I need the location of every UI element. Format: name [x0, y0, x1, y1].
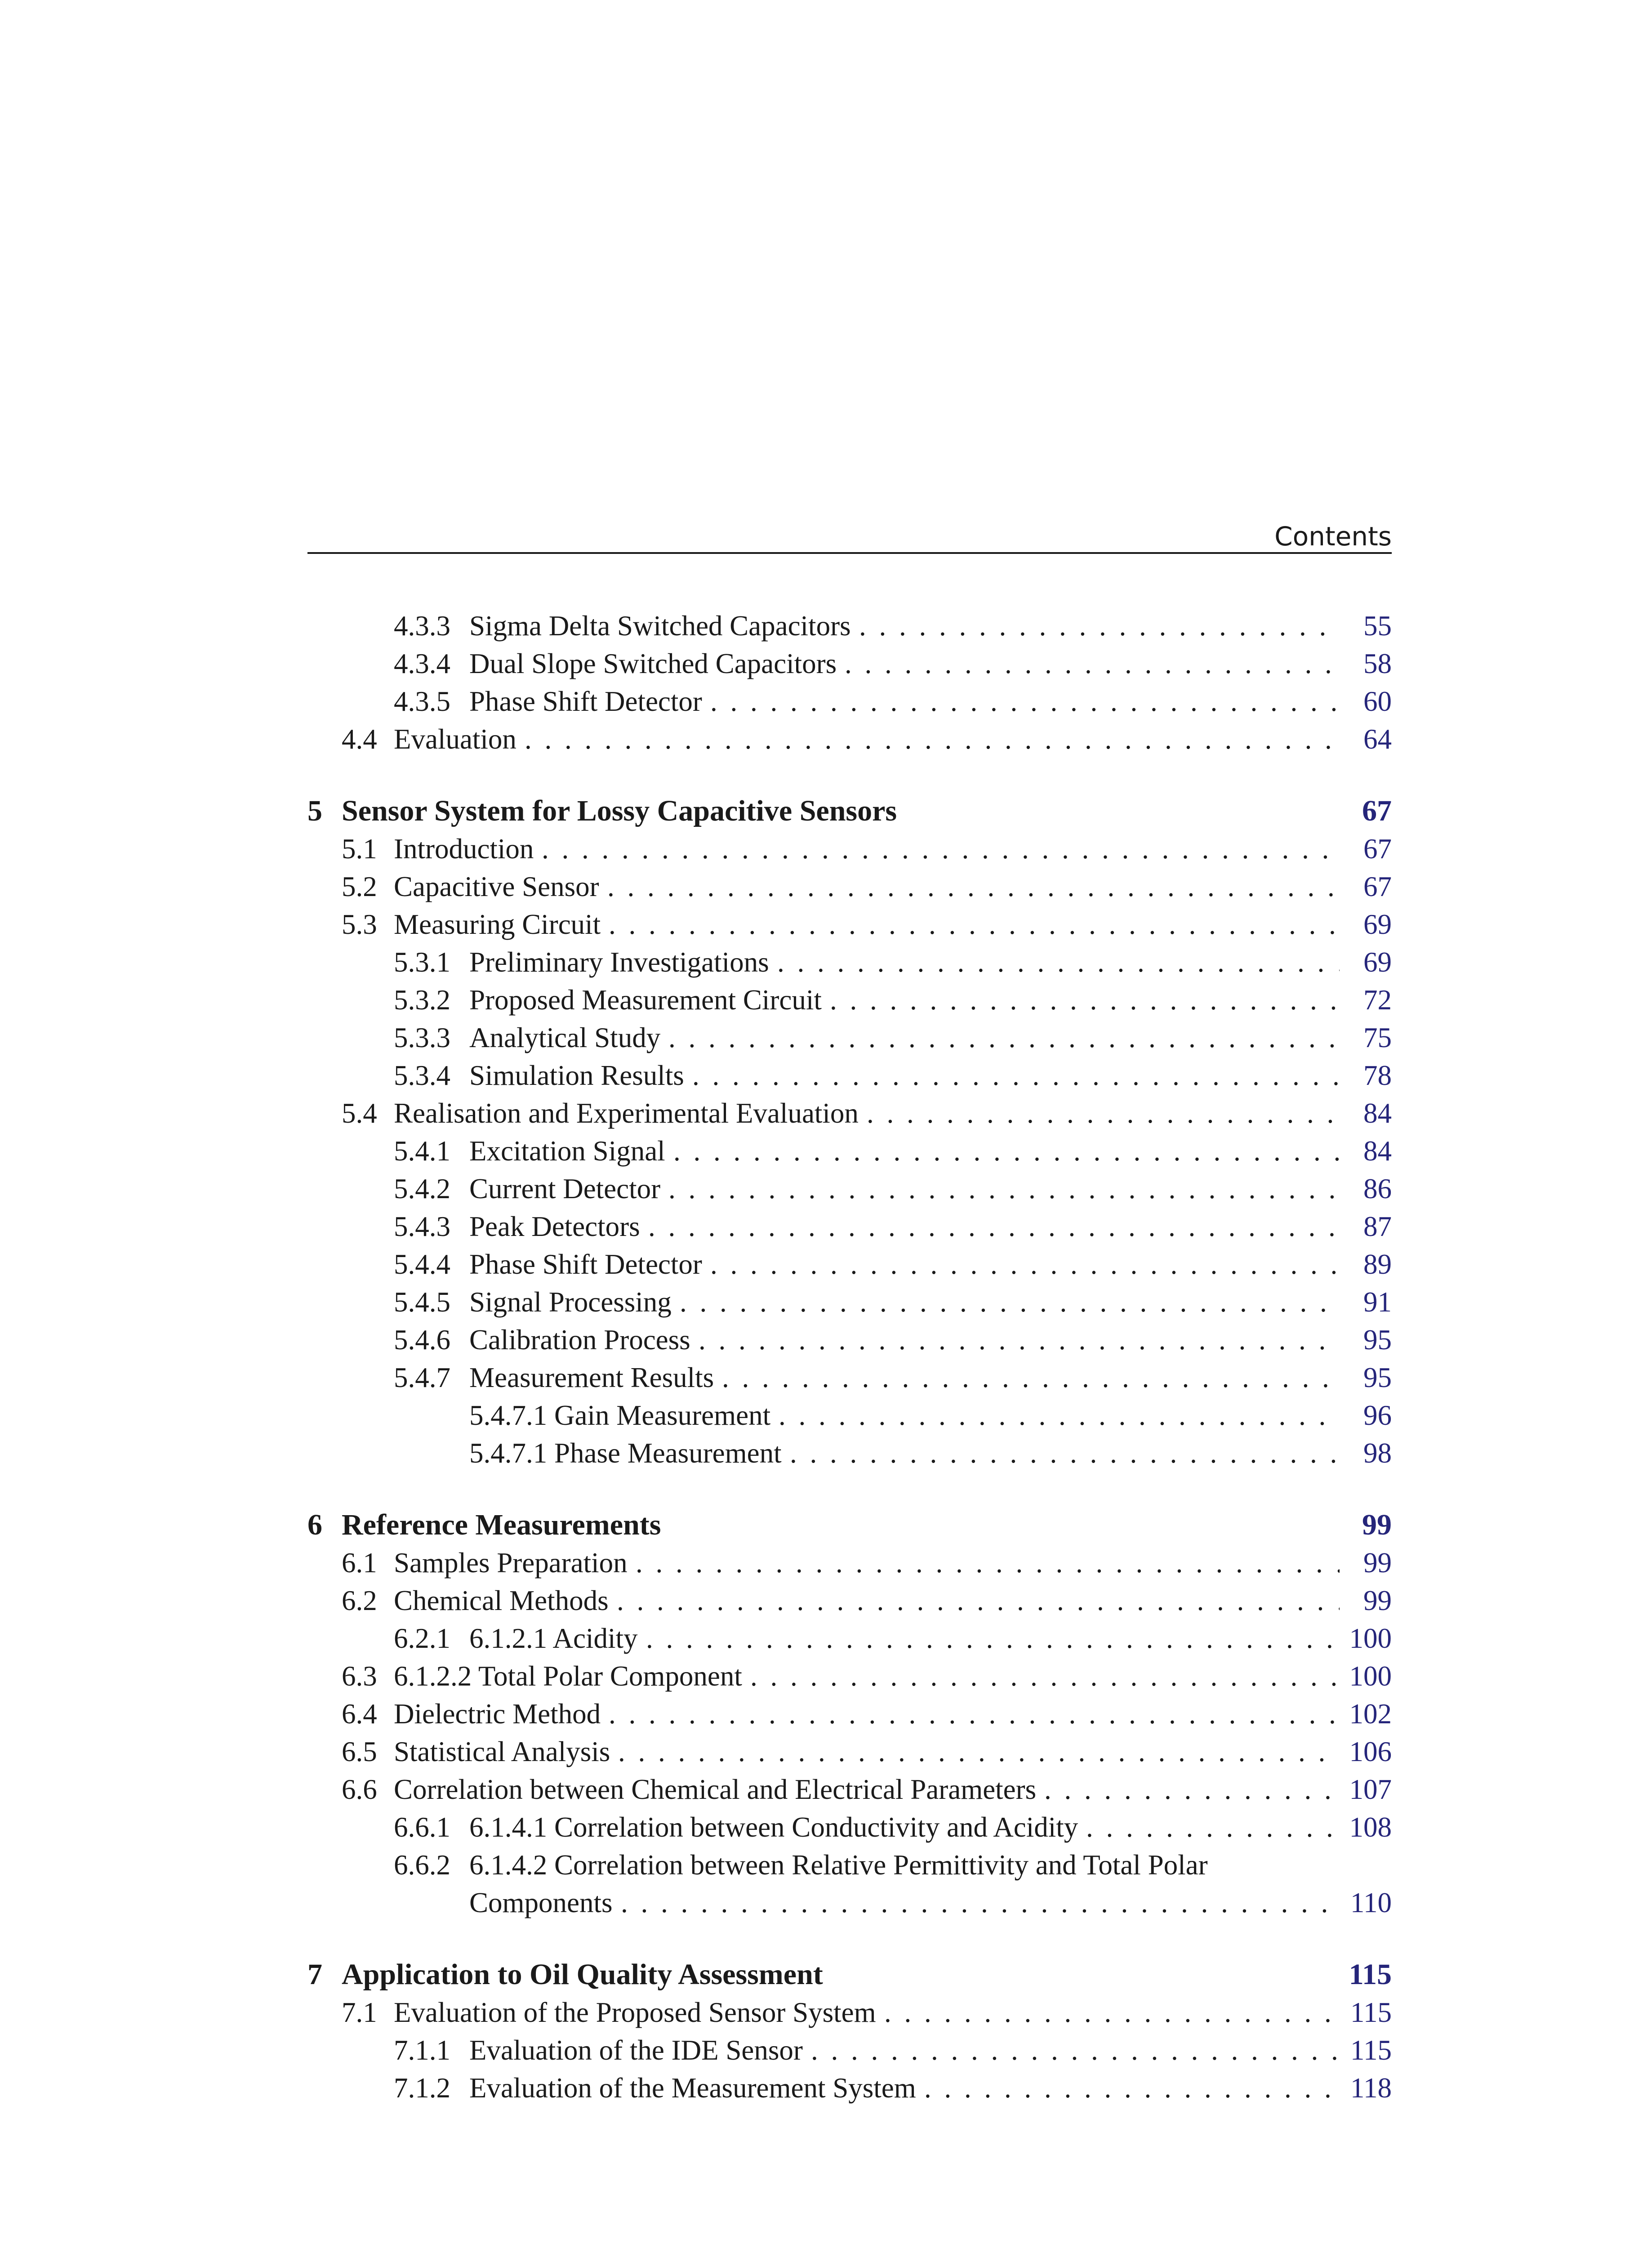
- toc-page-number[interactable]: 72: [1363, 984, 1392, 1016]
- toc-entry-number: 5.3: [342, 909, 377, 940]
- toc-entry[interactable]: [307, 1359, 1392, 1396]
- toc-entry[interactable]: [307, 1094, 1392, 1132]
- toc-page-number[interactable]: 99: [1363, 1547, 1392, 1579]
- toc-entry[interactable]: [307, 981, 1392, 1019]
- toc-leader-dots: [830, 981, 1340, 1019]
- toc-entry-title: 6.1.2.2 Total Polar Component: [394, 1657, 750, 1695]
- toc-entry-number: 5.3.4: [394, 1060, 450, 1091]
- toc-entry[interactable]: [307, 1846, 1392, 1884]
- toc-entry-title: Reference Measurements: [342, 1506, 669, 1544]
- toc-entry[interactable]: [307, 868, 1392, 905]
- toc-entry[interactable]: [307, 1283, 1392, 1321]
- toc-leader-dots: [710, 1245, 1340, 1283]
- toc-leader-dots: [867, 1094, 1340, 1132]
- toc-page-number[interactable]: 67: [1363, 871, 1392, 902]
- running-header: [307, 504, 1392, 552]
- toc-entry-number: 6.6: [342, 1774, 377, 1805]
- toc-entry-title: Application to Oil Quality Assessment: [342, 1956, 831, 1994]
- toc-leader-dots: [609, 905, 1340, 943]
- toc-leader-dots: [845, 645, 1340, 682]
- toc-leader-dots: [621, 1884, 1340, 1922]
- toc-entry[interactable]: [307, 1396, 1392, 1434]
- toc-entry[interactable]: [307, 645, 1392, 682]
- toc-entry-number: 6.1: [342, 1547, 377, 1579]
- toc-page-number[interactable]: 102: [1349, 1698, 1392, 1730]
- toc-entry[interactable]: [307, 1619, 1392, 1657]
- toc-page-number[interactable]: 115: [1349, 1958, 1392, 1991]
- toc-entry[interactable]: [307, 1771, 1392, 1808]
- toc-entry[interactable]: [307, 1170, 1392, 1208]
- toc-entry[interactable]: [307, 1434, 1392, 1472]
- toc-page-number[interactable]: 100: [1349, 1623, 1392, 1654]
- toc-leader-dots: [884, 1994, 1340, 2031]
- toc-page-number[interactable]: 95: [1363, 1362, 1392, 1393]
- toc-entry-number: 7.1.2: [394, 2072, 450, 2104]
- toc-entry-number: 5.4.4: [394, 1249, 450, 1280]
- toc-page-number[interactable]: 91: [1363, 1286, 1392, 1318]
- toc-entry[interactable]: [307, 830, 1392, 868]
- toc-entry-number: 5.4.6: [394, 1324, 450, 1356]
- toc-entry[interactable]: [307, 1657, 1392, 1695]
- toc-page-number[interactable]: 67: [1363, 833, 1392, 865]
- toc-leader-dots: [668, 1019, 1340, 1057]
- toc-leader-dots: [646, 1619, 1340, 1657]
- toc-entry-number: 6.2: [342, 1585, 377, 1616]
- toc-entry-number: 5.3.1: [394, 946, 450, 978]
- toc-leader-dots: [859, 607, 1340, 645]
- toc-leader-dots: [542, 830, 1340, 868]
- toc-page-number[interactable]: 86: [1363, 1173, 1392, 1204]
- toc-leader-dots: [790, 1434, 1340, 1472]
- toc-entry-title: Evaluation of the IDE Sensor: [469, 2031, 811, 2069]
- toc-entry-title: Measuring Circuit: [394, 905, 609, 943]
- toc-page-number[interactable]: 99: [1362, 1508, 1392, 1541]
- toc-entry-number: 5.4: [342, 1097, 377, 1129]
- toc-entry-number: 7: [307, 1958, 322, 1991]
- toc-page-number[interactable]: 75: [1363, 1022, 1392, 1053]
- toc-entry[interactable]: [307, 1245, 1392, 1283]
- toc-entry-title: Realisation and Experimental Evaluation: [394, 1094, 867, 1132]
- toc-entry-number: 6.5: [342, 1736, 377, 1767]
- toc-chapter-entry[interactable]: [307, 1956, 1392, 1994]
- toc-entry-number: 6.4: [342, 1698, 377, 1730]
- toc-entry-title: Excitation Signal: [469, 1132, 673, 1170]
- toc-page-number[interactable]: 69: [1363, 946, 1392, 978]
- toc-entry[interactable]: [307, 1019, 1392, 1057]
- toc-entry[interactable]: [307, 943, 1392, 981]
- toc-leader-dots: [750, 1657, 1340, 1695]
- toc-leader-dots: [811, 2031, 1340, 2069]
- toc-page-number[interactable]: 99: [1363, 1585, 1392, 1616]
- toc-entry[interactable]: [307, 1733, 1392, 1771]
- toc-page-number[interactable]: 108: [1349, 1811, 1392, 1843]
- toc-entry-title: Samples Preparation: [394, 1544, 636, 1582]
- toc-entry-title: Dielectric Method: [394, 1695, 609, 1733]
- toc-page-number[interactable]: 98: [1363, 1437, 1392, 1469]
- toc-page-number[interactable]: 100: [1349, 1660, 1392, 1692]
- toc-entry-number: 6.3: [342, 1660, 377, 1692]
- toc-leader-dots: [699, 1321, 1340, 1359]
- toc-entry-title: Phase Shift Detector: [469, 682, 710, 720]
- toc-entry-number: 6: [307, 1508, 322, 1541]
- toc-page-number[interactable]: 95: [1363, 1324, 1392, 1356]
- toc-entry-title: Proposed Measurement Circuit: [469, 981, 830, 1019]
- running-title: Contents: [1274, 521, 1392, 552]
- toc-entry-title: Evaluation of the Measurement System: [469, 2069, 924, 2107]
- toc-page-number[interactable]: 89: [1363, 1249, 1392, 1280]
- toc-entry-number: 5.4.2: [394, 1173, 450, 1204]
- toc-entry-title: Analytical Study: [469, 1019, 668, 1057]
- toc-entry-title: 5.4.7.1 Phase Measurement: [469, 1434, 790, 1472]
- toc-entry[interactable]: [307, 1808, 1392, 1846]
- toc-entry-number: 4.3.3: [394, 610, 450, 642]
- toc-page-number[interactable]: 115: [1350, 2034, 1392, 2066]
- toc-entry-title: 6.1.4.1 Correlation between Conductivity and Acidity: [469, 1808, 1086, 1846]
- toc-chapter-entry[interactable]: [307, 1506, 1392, 1544]
- toc-chapter-entry[interactable]: [307, 792, 1392, 830]
- toc-page-number[interactable]: 96: [1363, 1400, 1392, 1431]
- toc-page-number[interactable]: 67: [1362, 794, 1392, 827]
- toc-entry[interactable]: [307, 1994, 1392, 2031]
- toc-entry-title: Calibration Process: [469, 1321, 699, 1359]
- toc-entry-title: Chemical Methods: [394, 1582, 617, 1619]
- toc-entry-title: 5.4.7.1 Gain Measurement: [469, 1396, 779, 1434]
- toc-leader-dots: [668, 1170, 1340, 1208]
- table-of-contents: [307, 607, 1392, 2107]
- toc-entry[interactable]: [307, 905, 1392, 943]
- toc-leader-dots: [525, 720, 1340, 758]
- toc-leader-dots: [692, 1057, 1340, 1094]
- toc-entry-title: Capacitive Sensor: [394, 868, 607, 905]
- toc-entry-title: Evaluation: [394, 720, 525, 758]
- toc-entry-number: 5.4.7: [394, 1362, 450, 1393]
- toc-leader-dots: [636, 1544, 1340, 1582]
- toc-page-number[interactable]: 110: [1350, 1887, 1392, 1918]
- toc-leader-dots: [1044, 1771, 1340, 1808]
- toc-entry-title: Introduction: [394, 830, 542, 868]
- toc-page-number[interactable]: 64: [1363, 723, 1392, 755]
- toc-leader-dots: [777, 943, 1340, 981]
- toc-page-number[interactable]: 84: [1363, 1135, 1392, 1167]
- toc-entry[interactable]: [307, 720, 1392, 758]
- toc-entry[interactable]: [307, 2069, 1392, 2107]
- toc-entry[interactable]: [307, 1582, 1392, 1619]
- toc-entry-number: 7.1.1: [394, 2034, 450, 2066]
- toc-entry-number: 6.2.1: [394, 1623, 450, 1654]
- toc-page-number[interactable]: 69: [1363, 909, 1392, 940]
- toc-leader-dots: [618, 1733, 1340, 1771]
- toc-entry-title: Sigma Delta Switched Capacitors: [469, 607, 859, 645]
- toc-entry[interactable]: [307, 1132, 1392, 1170]
- toc-page-number[interactable]: 118: [1350, 2072, 1392, 2104]
- toc-entry-title: 6.1.4.2 Correlation between Relative Permittivity and Total Polar: [469, 1846, 1216, 1884]
- toc-entry-title: Signal Processing: [469, 1283, 680, 1321]
- toc-page-number[interactable]: 60: [1363, 686, 1392, 717]
- toc-entry-number: 5.4.1: [394, 1135, 450, 1167]
- toc-entry-number: 5.1: [342, 833, 377, 865]
- toc-entry-title: Dual Slope Switched Capacitors: [469, 645, 845, 682]
- toc-entry[interactable]: [307, 607, 1392, 645]
- toc-entry-title: Statistical Analysis: [394, 1733, 618, 1771]
- toc-entry-number: 4.4: [342, 723, 377, 755]
- toc-leader-dots: [722, 1359, 1340, 1396]
- toc-leader-dots: [617, 1582, 1340, 1619]
- toc-entry-title: Phase Shift Detector: [469, 1245, 710, 1283]
- toc-entry-number: 5.3.3: [394, 1022, 450, 1053]
- toc-entry-number: 6.6.1: [394, 1811, 450, 1843]
- toc-entry-title: Correlation between Chemical and Electrical Parameters: [394, 1771, 1044, 1808]
- toc-entry[interactable]: [307, 1321, 1392, 1359]
- toc-entry[interactable]: [307, 1695, 1392, 1733]
- toc-entry[interactable]: [307, 682, 1392, 720]
- toc-page-number[interactable]: 107: [1349, 1774, 1392, 1805]
- toc-page-number[interactable]: 55: [1363, 610, 1392, 642]
- toc-leader-dots: [924, 2069, 1340, 2107]
- toc-entry[interactable]: [307, 2031, 1392, 2069]
- toc-entry-title: Preliminary Investigations: [469, 943, 777, 981]
- toc-entry[interactable]: [307, 1544, 1392, 1582]
- toc-entry-number: 4.3.4: [394, 648, 450, 679]
- toc-leader-dots: [607, 868, 1340, 905]
- toc-entry-title: Evaluation of the Proposed Sensor System: [394, 1994, 884, 2031]
- toc-entry-number: 5.4.3: [394, 1211, 450, 1242]
- toc-entry-title: Current Detector: [469, 1170, 668, 1208]
- header-rule: [307, 552, 1392, 554]
- toc-entry-number: 5: [307, 794, 322, 827]
- toc-entry-number: 5.3.2: [394, 984, 450, 1016]
- toc-entry-number: 4.3.5: [394, 686, 450, 717]
- toc-entry-number: 7.1: [342, 1997, 377, 2028]
- toc-page-number[interactable]: 78: [1363, 1060, 1392, 1091]
- toc-entry-title: 6.1.2.1 Acidity: [469, 1619, 646, 1657]
- toc-leader-dots: [779, 1396, 1340, 1434]
- toc-page-number[interactable]: 106: [1349, 1736, 1392, 1767]
- toc-entry-title: Components: [469, 1884, 621, 1922]
- toc-entry-number: 5.2: [342, 871, 377, 902]
- toc-entry-title: Measurement Results: [469, 1359, 722, 1396]
- toc-page-number[interactable]: 58: [1363, 648, 1392, 679]
- toc-entry[interactable]: [307, 1057, 1392, 1094]
- toc-leader-dots: [680, 1283, 1340, 1321]
- toc-entry-number: 6.6.2: [394, 1849, 450, 1881]
- toc-entry-title: Simulation Results: [469, 1057, 692, 1094]
- toc-entry-number: 5.4.5: [394, 1286, 450, 1318]
- toc-entry[interactable]: [307, 1208, 1392, 1245]
- toc-entry-title: Peak Detectors: [469, 1208, 648, 1245]
- toc-page-number[interactable]: 115: [1350, 1997, 1392, 2028]
- toc-leader-dots: [1086, 1808, 1340, 1846]
- toc-leader-dots: [710, 682, 1340, 720]
- toc-leader-dots: [673, 1132, 1340, 1170]
- toc-page-number[interactable]: 84: [1363, 1097, 1392, 1129]
- toc-leader-dots: [648, 1208, 1340, 1245]
- toc-entry-title: Sensor System for Lossy Capacitive Sensors: [342, 792, 905, 830]
- toc-entry[interactable]: [307, 1884, 1392, 1922]
- toc-page-number[interactable]: 87: [1363, 1211, 1392, 1242]
- toc-leader-dots: [609, 1695, 1340, 1733]
